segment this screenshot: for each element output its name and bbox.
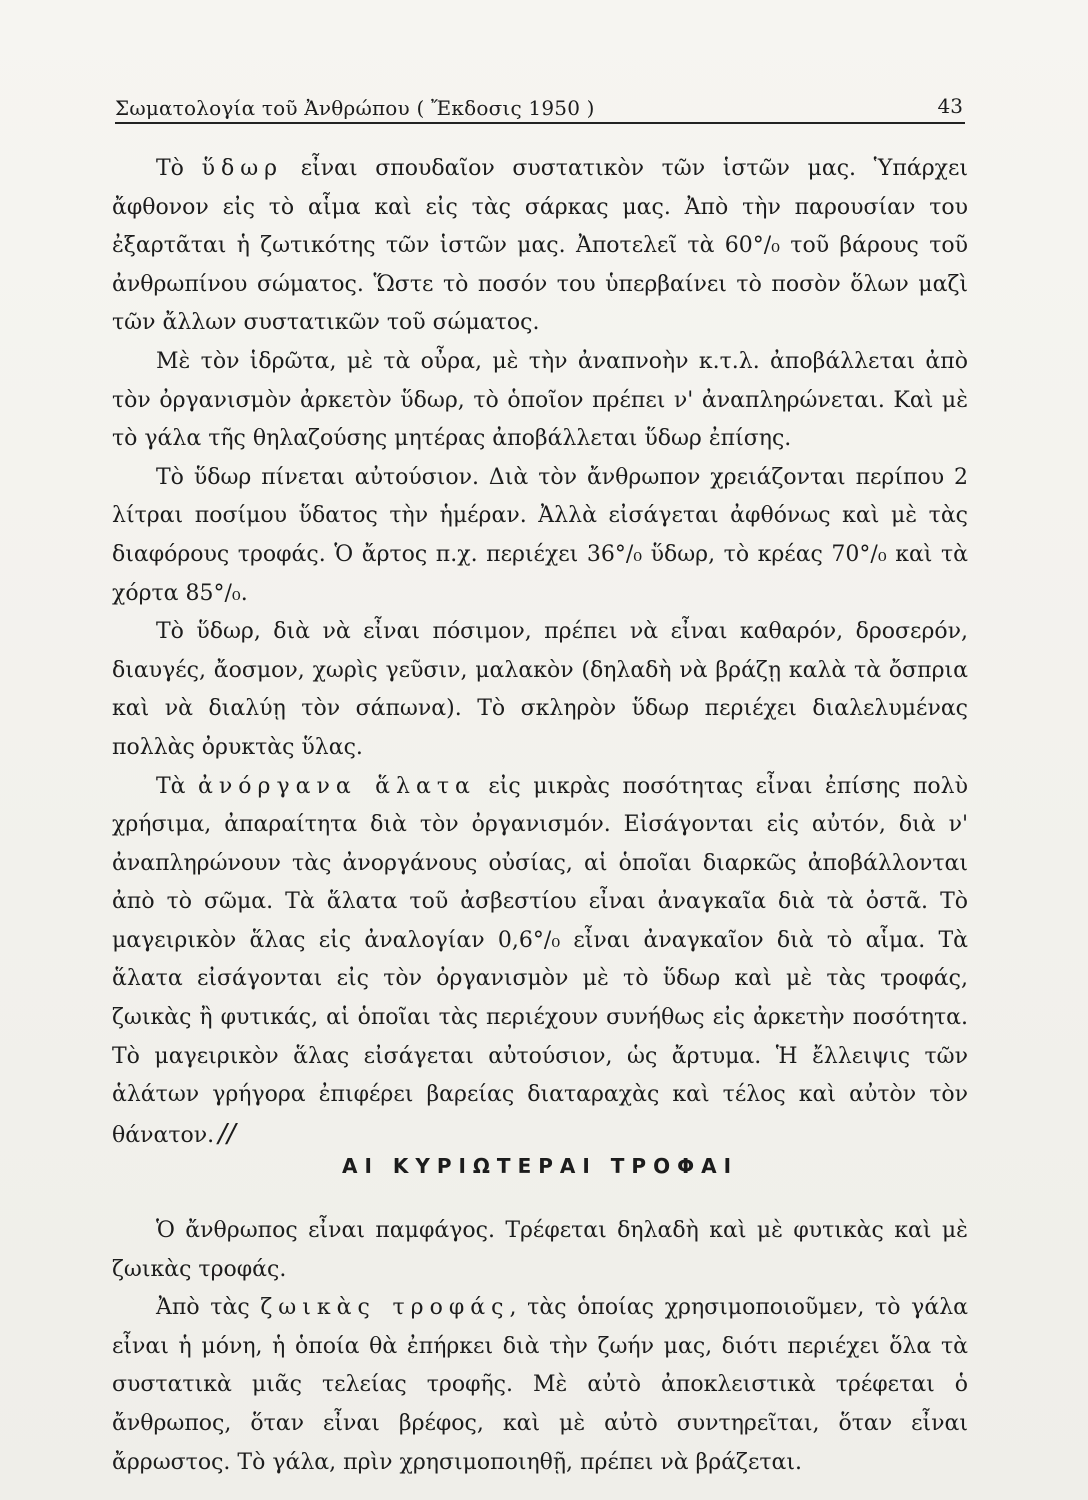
paragraph-text: εἰς μικρὰς ποσότητας εἶναι ἐπίσης πολὺ χρήσιμα, ἀπαραίτητα διὰ τὸν ὀργανισμόν. Εἰσάγονται εἰς αὐτόν, διὰ ν' ἀναπληρώνουν τὰς ἀνοργάνους οὐσίας, αἱ ὁποῖαι διαρκῶς ἀποβάλλονται ἀπὸ τὸ σῶμα. Τὰ ἅλατα τοῦ ἀσβεστίου εἶναι ἀναγκαῖα διὰ τὰ ὀστᾶ. Τὸ μαγειρικὸν ἅλας εἰς ἀναλογίαν 0,6°/₀ εἶναι ἀναγκαῖον διὰ τὸ αἷμα. Τὰ ἅλατα εἰσάγονται εἰς τὸν ὀργανισμὸν μὲ τὸ ὕδωρ καὶ μὲ τὰς τροφάς, ζωικὰς ἢ φυτικάς, αἱ ὁποῖαι τὰς περιέχουν συνήθως εἰς ἀρκετὴν ποσότητα. Τὸ μαγειρικὸν ἅλας εἰσάγεται αὐτούσιον, ὡς ἄρτυμα. Ἡ ἔλλειψις τῶν ἁλάτων γρήγορα ἐπιφέρει βαρείας διαταραχὰς καὶ τέλος καὶ αὐτὸν τὸν θάνατον. [112,773,968,1148]
paragraph-omnivore [112,1212,968,1289]
running-title: Σωματολογία τοῦ Ἀνθρώπου ( Ἔκδοσις 1950 ) [115,96,595,120]
paragraph-text: εἶναι σπουδαῖον συστατικὸν τῶν ἱστῶν μας. Ὑπάρχει ἄφθονον εἰς τὸ αἷμα καὶ εἰς τὰς σάρκας μας. Ἀπὸ τὴν παρουσίαν του ἐξαρτᾶται ἡ ζωτικότης τῶν ἱστῶν μας. Ἀποτελεῖ τὰ 60°/₀ τοῦ βάρους τοῦ ἀνθρωπίνου σώματος. Ὥστε τὸ ποσόν του ὑπερβαίνει τὸ ποσὸν ὅλων μαζὶ τῶν ἄλλων συστατικῶν τοῦ σώματος. [112,156,968,336]
spaced-term-animal-foods: ζωικὰς τροφάς [260,1295,510,1321]
paragraph-text: , τὰς ὁποίας χρησιμοποιοῦμεν, τὸ γάλα εἶναι ἡ μόνη, ἡ ὁποία θὰ ἐπήρκει διὰ τὴν ζωήν μας, διότι περιέχει ὅλα τὰ συστατικὰ μιᾶς τελείας τροφῆς. Μὲ αὐτὸ ἀποκλειστικὰ τρέφεται ὁ ἄνθρωπος, ὅταν εἶναι βρέφος, καὶ μὲ αὐτὸ συντηρεῖται, ὅταν εἶναι ἄρρωστος. Τὸ γάλα, πρὶν χρησιμοποιηθῇ, πρέπει νὰ βράζεται. [112,1295,968,1475]
paragraph-water-loss [112,343,968,459]
paragraph-text: Τὸ ὕδωρ πίνεται αὐτούσιον. Διὰ τὸν ἄνθρωπον χρειάζονται περίπου 2 λίτραι ποσίμου ὕδατος τὴν ἡμέραν. Ἀλλὰ εἰσάγεται ἀφθόνως καὶ μὲ τὰς διαφόρους τροφάς. Ὁ ἄρτος π.χ. περιέχει 36°/₀ ὕδωρ, τὸ κρέας 70°/₀ καὶ τὰ χόρτα 85°/₀. [112,464,968,606]
paragraph-text: Μὲ τὸν ἱδρῶτα, μὲ τὰ οὖρα, μὲ τὴν ἀναπνοὴν κ.τ.λ. ἀποβάλλεται ἀπὸ τὸν ὀργανισμὸν ἀρκετὸν ὕδωρ, τὸ ὁποῖον πρέπει ν' ἀναπληρώνεται. Καὶ μὲ τὸ γάλα τῆς θηλαζούσης μητέρας ἀποβάλλεται ὕδωρ ἐπίσης. [112,348,968,452]
paragraph-animal-foods [112,1289,968,1482]
paragraph-text: Ὁ ἄνθρωπος εἶναι παμφάγος. Τρέφεται δηλαδὴ καὶ μὲ φυτικὰς καὶ μὲ ζωικὰς τροφάς. [112,1218,968,1282]
page-number: 43 [937,94,963,118]
body-text-top [112,150,968,1155]
paragraph-drinking-water [112,613,968,767]
body-text-bottom [112,1212,968,1482]
paragraph-inorganic-salts [112,768,968,1156]
paragraph-lead: Τὰ [156,773,199,799]
paragraph-lead: Ἀπὸ τὰς [156,1295,261,1321]
paragraph-lead: Τὸ [156,156,202,181]
running-header [115,88,965,124]
header-rule [115,122,965,124]
paragraph-water [112,150,968,343]
paragraph-water-intake [112,459,968,613]
spaced-term-water: ὕδωρ [201,156,284,181]
paragraph-text: Τὸ ὕδωρ, διὰ νὰ εἶναι πόσιμον, πρέπει νὰ εἶναι καθαρόν, δροσερόν, διαυγές, ἄοσμον, χωρὶς γεῦσιν, μαλακὸν (δηλαδὴ νὰ βράζῃ καλὰ τὰ ὄσπρια καὶ νὰ διαλύῃ τὸν σάπωνα). Τὸ σκληρὸν ὕδωρ περιέχει διαλελυμένας πολλὰς ὀρυκτὰς ὕλας. [112,619,968,760]
section-heading-wrap [112,1146,968,1186]
end-mark: // [218,1118,236,1149]
spaced-term-salts: ἀνόργανα ἅλατα [198,773,476,799]
section-heading: ΑΙ ΚΥΡΙΩΤΕΡΑΙ ΤΡΟΦΑΙ [341,1154,739,1178]
